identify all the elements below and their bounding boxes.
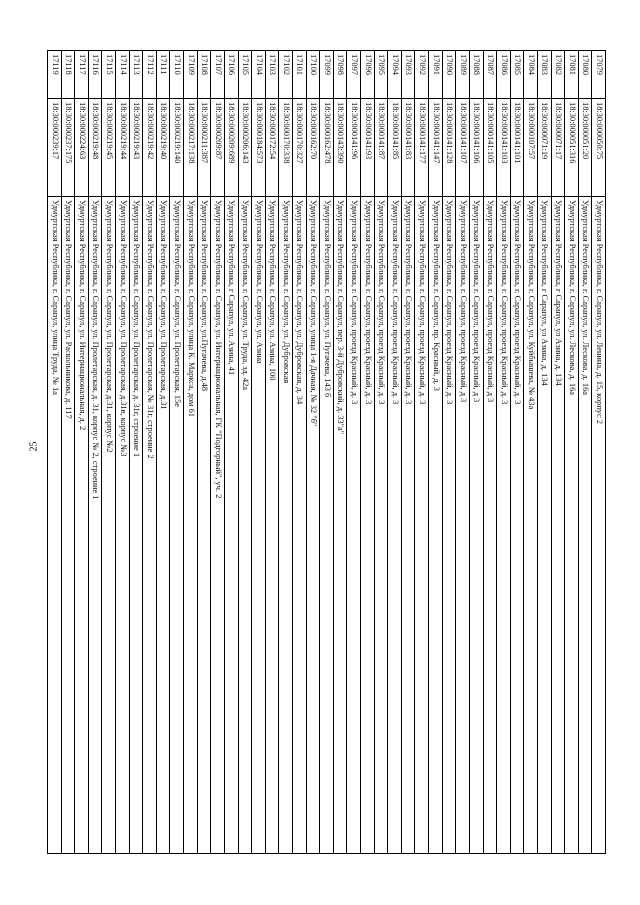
cadastral-number-cell: 18:30:000224:63: [75, 99, 88, 197]
row-number-cell: 17088: [470, 51, 483, 99]
row-number-cell: 17099: [320, 51, 333, 99]
row-number-cell: 17110: [171, 51, 184, 99]
table-row: [538, 51, 552, 853]
cadastral-number-cell: 18:30:000219:40: [157, 99, 170, 197]
address-cell: Удмуртская Республика, г. Сарапул, ул.Пугачева, д.48: [200, 200, 210, 391]
table-row: [157, 51, 171, 853]
table-row: [102, 51, 116, 853]
row-number-cell: 17105: [239, 51, 252, 99]
cadastral-number-cell: 18:30:000209:87: [211, 99, 224, 197]
table-row: [415, 51, 429, 853]
table-row: [429, 51, 443, 853]
table-row: [388, 51, 402, 853]
table-row: [116, 51, 130, 853]
table-row: [497, 51, 511, 853]
row-number-cell: 17114: [116, 51, 129, 99]
cadastral-number-cell: 18:30:000141:96: [347, 99, 360, 197]
cadastral-number-cell: 18:30:000050:75: [592, 99, 605, 197]
address-cell: Удмуртская Республика, г. Сарапул, проезд Красный, д. 3: [377, 200, 387, 405]
row-number-cell: 17079: [592, 51, 605, 99]
address-cell: Удмуртская Республика, г. Сарапул, проезд Красный, д. 3: [513, 200, 523, 405]
table-row: [552, 51, 566, 853]
row-number-cell: 17097: [347, 51, 360, 99]
address-cell: Удмуртская Республика, г. Сарапул, пер. 3-й Дубровский, д. 33"а": [336, 200, 346, 435]
cadastral-number-cell: 18:30:000071:17: [552, 99, 565, 197]
cadastral-number-cell: 18:30:000219:48: [89, 99, 102, 197]
cadastral-number-cell: 18:30:000170:338: [279, 99, 292, 197]
row-number-cell: 17111: [157, 51, 170, 99]
address-cell: Удмуртская Республика, г Сарапул, ул Азина, д. 134: [540, 200, 550, 386]
cadastral-number-cell: 18:30:000141:128: [443, 99, 456, 197]
row-number-cell: 17084: [524, 51, 537, 99]
address-cell: Удмуртская Республика, г. Сарапул, проезд Красный, д. 3: [363, 200, 373, 405]
cadastral-number-cell: 18:30:000141:147: [429, 99, 442, 197]
address-cell: Удмуртская Республика, г. Сарапул, проезд Красный, д. 3: [349, 200, 359, 405]
cadastral-number-cell: 18:30:000219:45: [102, 99, 115, 197]
table-row: [130, 51, 144, 853]
table-grid: [47, 50, 606, 854]
document-table: [47, 50, 606, 854]
row-number-cell: 17100: [307, 51, 320, 99]
cadastral-number-cell: 18:30:000141:106: [470, 99, 483, 197]
row-number-cell: 17116: [89, 51, 102, 99]
table-row: [48, 51, 62, 853]
row-number-cell: 17086: [497, 51, 510, 99]
address-cell: Удмуртская Республика, г. Сарапул, ул. Лескова, д. 16а: [567, 200, 577, 395]
row-number-cell: 17096: [361, 51, 374, 99]
table-row: [484, 51, 498, 853]
table-row: [347, 51, 361, 853]
table-row: [579, 51, 593, 853]
address-cell: Удмуртская Республика, г. Сарапул, улица Труда, № 1а: [50, 200, 60, 395]
address-cell: Удмуртская Республика, г. Сарапул, ул. Раскольникова, д. 117: [64, 200, 74, 419]
address-cell: Удмуртская Республика, г. Сарапул, пр. Красный, д. 3: [431, 200, 441, 391]
cadastral-number-cell: 18:30:000170:327: [293, 99, 306, 197]
row-number-cell: 17090: [443, 51, 456, 99]
table-row: [75, 51, 89, 853]
address-cell: Удмуртская Республика, г. Сарапул, ул. Пролетарская, д.31, корпус №2: [104, 200, 114, 453]
table-row: [592, 51, 605, 853]
cadastral-number-cell: 18:30:000206:143: [239, 99, 252, 197]
cadastral-number-cell: 18:30:000184:573: [252, 99, 265, 197]
address-cell: Удмуртская Республика, г. Сарапул, проезд Красный, д. 3: [404, 200, 414, 405]
address-cell: Удмуртская Республика, г. Сарапул, проезд Красный, д 3: [458, 200, 468, 403]
cadastral-number-cell: 18:30:000219:43: [130, 99, 143, 197]
table-row: [402, 51, 416, 853]
cadastral-number-cell: 18:30:000172:54: [266, 99, 279, 197]
address-cell: Удмуртская Республика, г. Сарапул, улица К. Маркса, дом 61: [186, 200, 196, 417]
row-number-cell: 17119: [48, 51, 61, 99]
cadastral-number-cell: 18:30:000239:17: [48, 99, 61, 197]
row-number-cell: 17082: [552, 51, 565, 99]
address-cell: Удмуртская Республика, г. Сарапул, ул. Интернациональная, д. 2: [77, 200, 87, 431]
cadastral-number-cell: 18:30:000141:107: [456, 99, 469, 197]
table-row: [184, 51, 198, 853]
address-cell: Удмуртская Республика, г. Сарапул, ул. Дубровская: [281, 200, 291, 384]
address-cell: Удмуртская Республика, г. Сарапул, ул. Куйбышева, № 43а: [526, 200, 536, 410]
table-row: [279, 51, 293, 853]
row-number-cell: 17095: [375, 51, 388, 99]
document-table-area: [47, 50, 606, 854]
address-cell: Удмуртская Республика, г. Сарапул, ул. Труда, зд. 42а: [241, 200, 251, 390]
table-row: [252, 51, 266, 853]
row-number-cell: 17112: [143, 51, 156, 99]
row-number-cell: 17118: [62, 51, 75, 99]
address-cell: Удмуртская Республика, г. Сарапул, ул. Пролетарская, № 31г, строение 2: [145, 200, 155, 459]
row-number-cell: 17085: [511, 51, 524, 99]
cadastral-number-cell: 18:30:000219:42: [143, 99, 156, 197]
table-row: [211, 51, 225, 853]
table-row: [143, 51, 157, 853]
address-cell: Удмуртская Республика, г. Сарапул, ул. Азина, 100: [268, 200, 278, 381]
table-row: [307, 51, 321, 853]
address-cell: Удмуртская Республика, г. Сарапул, проезд Красный, д 3: [472, 200, 482, 403]
address-cell: Удмуртская Республика, г. Сарапул, проезд Красный, д 3: [486, 200, 496, 403]
address-cell: Удмуртская Республика, г. Сарапул, ул. Пугачева, 143 б: [322, 200, 332, 398]
row-number-cell: 17083: [538, 51, 551, 99]
cadastral-number-cell: 18:30:000141:101: [511, 99, 524, 197]
row-number-cell: 17080: [579, 51, 592, 99]
address-cell: Удмуртская Республика, г Сарапул, ул. Азина, 41: [227, 200, 237, 376]
row-number-cell: 17093: [402, 51, 415, 99]
cadastral-number-cell: 18:30:000162:478: [320, 99, 333, 197]
table-row: [225, 51, 239, 853]
address-cell: Удмуртская Республика, г. Сарапул, ул. Пролетарская, д.31в, корпус №3: [118, 200, 128, 457]
cadastral-number-cell: 18:30:000237:175: [62, 99, 75, 197]
table-row: [524, 51, 538, 853]
address-cell: Удмуртская Республика, г. Сарапул, ул. Пролетарская, 15е: [173, 200, 183, 407]
cadastral-number-cell: 18:30:000162:70: [307, 99, 320, 197]
address-cell: Удмуртская Республика, г. Сарапул, проезд Красный, д. 3: [445, 200, 455, 405]
table-row: [171, 51, 185, 853]
table-row: [89, 51, 103, 853]
cadastral-number-cell: 18:30:000141:177: [415, 99, 428, 197]
row-number-cell: 17089: [456, 51, 469, 99]
address-cell: Удмуртская Республика, г. Сарапул, ул. Ленина, д. 15, корпус 2: [594, 200, 604, 424]
table-row: [443, 51, 457, 853]
address-cell: Удмуртская Республика, г. Сарапул, ул. Интернациональная, ГК "Подгорный", уч. 2: [213, 200, 223, 499]
row-number-cell: 17107: [211, 51, 224, 99]
cadastral-number-cell: 18:30:000143:390: [334, 99, 347, 197]
row-number-cell: 17108: [198, 51, 211, 99]
cadastral-number-cell: 18:30:000051:20: [579, 99, 592, 197]
table-row: [375, 51, 389, 853]
address-cell: Удмуртская Республика, г. Сарапул, проезд Красный, д. 3: [417, 200, 427, 405]
row-number-cell: 17104: [252, 51, 265, 99]
cadastral-number-cell: 18:30:000141:103: [497, 99, 510, 197]
cadastral-number-cell: 18:30:000209:689: [225, 99, 238, 197]
table-row: [565, 51, 579, 853]
table-row: [470, 51, 484, 853]
address-cell: Удмуртская Республика, г. Сарапул, проезд Красный, д. 3: [390, 200, 400, 405]
cadastral-number-cell: 18:30:000141:85: [388, 99, 401, 197]
row-number-cell: 17087: [484, 51, 497, 99]
address-cell: Удмуртская Республика, г. Сарапул, ул. Азина: [254, 200, 264, 364]
cadastral-number-cell: 18:30:000141:83: [402, 99, 415, 197]
table-row: [239, 51, 253, 853]
table-row: [198, 51, 212, 853]
cadastral-number-cell: 18:30:000141:93: [361, 99, 374, 197]
page-number: 25: [28, 441, 40, 452]
row-number-cell: 17092: [415, 51, 428, 99]
row-number-cell: 17117: [75, 51, 88, 99]
row-number-cell: 17106: [225, 51, 238, 99]
table-row: [334, 51, 348, 853]
row-number-cell: 17094: [388, 51, 401, 99]
table-row: [266, 51, 280, 853]
address-cell: Удмуртская Республика, г. Сарапул, ул. Пролетарская, д. 31г, строение 1: [132, 200, 142, 458]
cadastral-number-cell: 18:30:000217:138: [184, 99, 197, 197]
row-number-cell: 17103: [266, 51, 279, 99]
address-cell: Удмуртская Республика, г. Сарапул, улица 1-я Дачная, № 32 "б": [309, 200, 319, 427]
cadastral-number-cell: 18:30:000051:316: [565, 99, 578, 197]
address-cell: Удмуртская Республика, г. Сарапул, ул. Пролетарская, д. 31, корпус № 2, строение 1: [91, 200, 101, 500]
cadastral-number-cell: 18:30:000071:19: [538, 99, 551, 197]
row-number-cell: 17113: [130, 51, 143, 99]
table-row: [320, 51, 334, 853]
cadastral-number-cell: 18:30:000219:44: [116, 99, 129, 197]
address-cell: Удмуртская Республика, г. Сарапул, ул. Лескова, д. 16а: [581, 200, 591, 395]
row-number-cell: 17091: [429, 51, 442, 99]
row-number-cell: 17098: [334, 51, 347, 99]
table-row: [456, 51, 470, 853]
table-row: [511, 51, 525, 853]
address-cell: Удмуртская Республика, г. Сарапул, ул. Пролетарская, д.31: [159, 200, 169, 410]
cadastral-number-cell: 18:30:000141:105: [484, 99, 497, 197]
table-row: [361, 51, 375, 853]
cadastral-number-cell: 18:30:000107:57: [524, 99, 537, 197]
table-row: [293, 51, 307, 853]
row-number-cell: 17101: [293, 51, 306, 99]
row-number-cell: 17109: [184, 51, 197, 99]
cadastral-number-cell: 18:30:000211:387: [198, 99, 211, 197]
address-cell: Удмуртская Республика, г Сарапул, ул Азина, д. 134: [554, 200, 564, 386]
address-cell: Удмуртская Республика, г. Сарапул, ул. Дубровская, д. 34: [295, 200, 305, 405]
row-number-cell: 17081: [565, 51, 578, 99]
address-cell: Удмуртская Республика, г. Сарапул, проезд Красный, д. 3: [499, 200, 509, 405]
cadastral-number-cell: 18:30:000219:140: [171, 99, 184, 197]
cadastral-number-cell: 18:30:000141:87: [375, 99, 388, 197]
row-number-cell: 17115: [102, 51, 115, 99]
table-row: [62, 51, 76, 853]
row-number-cell: 17102: [279, 51, 292, 99]
